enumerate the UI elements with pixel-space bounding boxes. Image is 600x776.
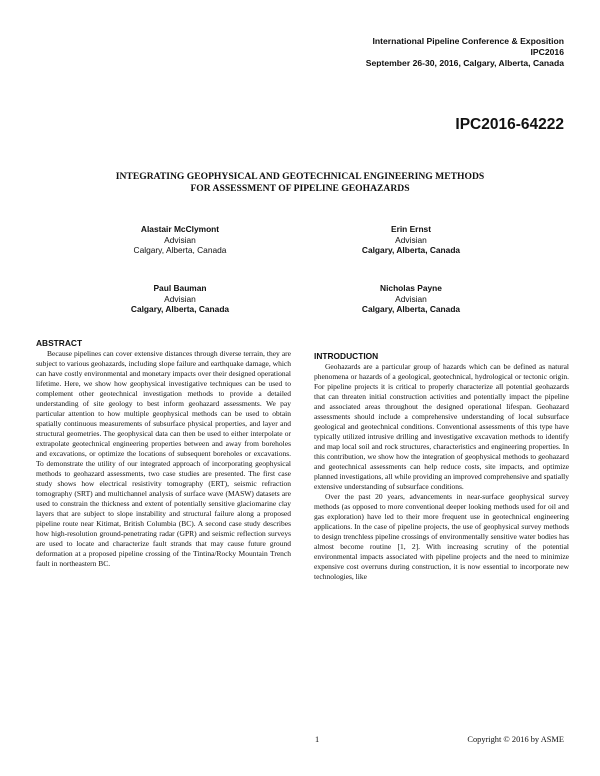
author-role: Advisian (395, 234, 427, 245)
author-affiliation: Calgary, Alberta, Canada (361, 245, 461, 256)
paper-id: IPC2016-64222 (455, 116, 564, 133)
abstract-section (36, 338, 291, 569)
abstract-text: Because pipelines can cover extensive distances through diverse terrain, they are subject to various geohazards, including slope failure and earthquake damage, which can have costly environmental and monetary impacts over their designed operational lifetime. Here, we show how geophysical investigative techniques can be used to complement other geotechnical investigation methods to provide a detailed understanding of site geology to best inform geohazard assessments. We pay particular attention to how multiple geophysical methods can be used to obtain spatially continuous measurements of subsurface physical properties, and layer and structural geometries. The geophysical data can then be used to either interpolate or extrapolate geotechnical engineering properties between and away from boreholes and excavations, or optimize the locations of subsequent boreholes or excavations. To demonstrate the utility of our integrated approach of incorporating geophysical methods to geohazard assessments, two case studies are presented. The first case study shows how electrical resistivity tomography (ERT), seismic refraction tomography (SRT) and multichannel analysis of surface wave (MASW) datasets are used to constrain the thickness and extent of potentially sensitive glaciomarine clay layers that are subject to slope instability and structural failure along a proposed pipeline route near Kitimat, British Columbia (BC). A second case study describes how high-resolution ground-penetrating radar (GPR) and seismic reflection surveys are used to locate and characterize fault strands that may cause future ground deformation at a proposed pipeline crossing of the Tintina/Rocky Mountain Trench fault in northeastern BC. (36, 349, 291, 569)
title-line-1: INTEGRATING GEOPHYSICAL AND GEOTECHNICAL ENGINEERING METHODS (115, 171, 485, 182)
author-affiliation: Calgary, Alberta, Canada (361, 304, 461, 315)
author-affiliation: Calgary, Alberta, Canada (133, 245, 227, 256)
author-block (291, 224, 531, 256)
copyright-notice: Copyright © 2016 by ASME (467, 735, 564, 744)
introduction-paragraph: Over the past 20 years, advancements in near-surface geophysical survey methods (as opposed to more conventional deeper looking methods used for oil and gas exploration) have led to their more frequent use in geotechnical engineering applications. In the case of pipeline projects, the use of geophysical survey methods to design trenchless pipeline crossings of environmentally sensitive water bodies has almost become routine [1, 2]. With increasing scrutiny of the potential environmental impacts associated with pipeline projects and the need to minimize expensive cost overruns during construction, it is now essential to incorporate new technologies, like (314, 492, 569, 582)
author-role: Advisian (164, 293, 196, 304)
introduction-heading: INTRODUCTION (314, 351, 379, 361)
author-role: Advisian (395, 293, 427, 304)
page-number: 1 (315, 735, 320, 744)
abstract-heading: ABSTRACT (36, 338, 83, 348)
author-name: Alastair McClymont (140, 224, 220, 234)
author-affiliation: Calgary, Alberta, Canada (130, 304, 230, 315)
conference-dates: September 26-30, 2016, Calgary, Alberta, Canada (365, 58, 564, 68)
author-name: Paul Bauman (153, 283, 207, 293)
author-name: Nicholas Payne (380, 283, 442, 293)
author-block (60, 283, 300, 315)
author-block (291, 283, 531, 315)
introduction-paragraph: Geohazards are a particular group of hazards which can be defined as natural phenomena or hazards of a geological, geotechnical, hydrological or tectonic origin. For pipeline projects it is critical to properly characterize all potential geohazards that can threaten initial construction activities and potentially impact the pipeline and associated areas throughout the designed operational lifespan. Geohazard assessments should include a comprehensive understanding of local subsurface geological and geotechnical conditions. Conventional assessments of this type have typically utilized intrusive drilling and investigative excavation methods to identify and map local soil and rock structures, characteristics and engineering properties. In this contribution, we show how the integration of geophysical methods to geohazard and geotechnical assessments can help reduce costs, site impacts, and optimize planned investigations, all while providing an improved comprehensive and spatially extensive understanding of subsurface conditions. (314, 362, 569, 492)
author-role: Advisian (164, 234, 196, 245)
introduction-section (314, 351, 569, 582)
title-line-2: FOR ASSESSMENT OF PIPELINE GEOHAZARDS (190, 183, 410, 194)
conference-name: International Pipeline Conference & Exposition (372, 36, 564, 46)
author-block (60, 224, 300, 256)
paper-title (0, 171, 600, 195)
author-name: Erin Ernst (390, 224, 432, 234)
conference-code: IPC2016 (530, 47, 564, 57)
conference-header (366, 36, 564, 69)
